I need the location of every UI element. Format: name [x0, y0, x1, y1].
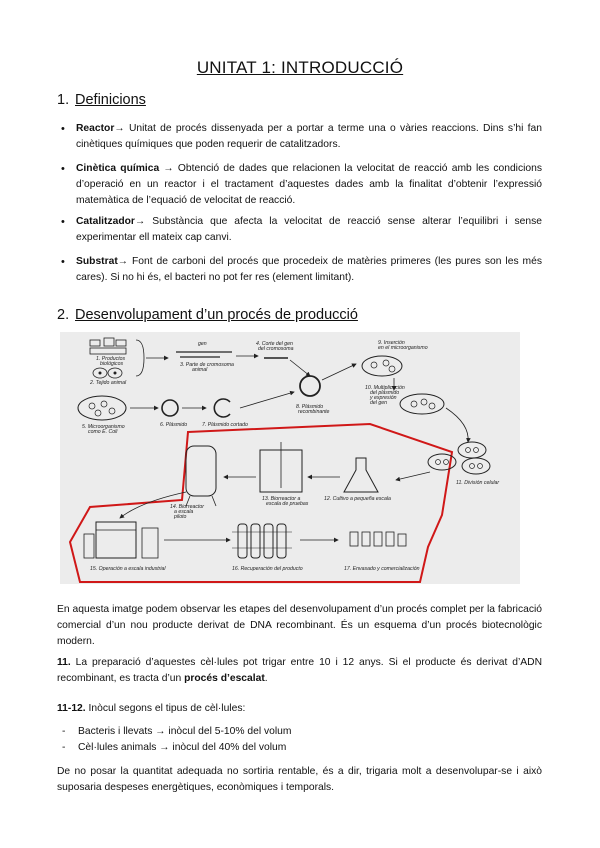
definition-text: → Obtenció de dades que relacionen la velocitat de reacció amb les condicions d’operació en un reactor i el tractament d’aquestes dades amb la finalitat d’obtenir l’expressió matemàtica de l’equació de velocitat de reacció. — [76, 163, 542, 206]
definition-substrat — [61, 254, 542, 286]
label-4b: del cromosoma — [258, 346, 294, 352]
definition-text: → Substància que afecta la velocitat de reacció sense alterar l’equilibri i sense experimentar ell mateix cap canvi. — [76, 216, 542, 243]
label-10b: del plásmido — [370, 390, 400, 396]
label-10: 10. Multiplicación — [365, 385, 405, 391]
paragraph-11-bold: procés d’escalat — [184, 673, 265, 684]
section-2-number: 2. — [57, 307, 70, 323]
label-5b: como E. Coli — [88, 429, 118, 435]
inserted-microorganism-icon — [362, 356, 402, 376]
definition-term: Reactor — [76, 123, 115, 134]
label-14b: a escala — [174, 509, 194, 515]
label-2: 2. Tejido animal — [90, 380, 127, 386]
label-13b: escala de pruebas — [266, 501, 309, 507]
arrow — [240, 392, 294, 408]
bullet-icon: • — [61, 123, 65, 135]
paragraph-11-text: La preparació d’aquestes cèl·lules pot trigar entre 10 i 12 anys. Si el producte és derivat d’ADN recombinant, es tracta d’un — [57, 657, 542, 684]
product-recovery-icon — [232, 524, 292, 558]
label-10c: y expresión — [370, 395, 397, 401]
definition-cinetica — [61, 161, 542, 209]
arrow — [446, 408, 468, 442]
bullet-icon: • — [61, 216, 65, 228]
label-8: 8. Plásmido — [296, 404, 324, 410]
label-8b: recombinante — [298, 409, 330, 415]
plasmid-icon — [162, 400, 178, 416]
paragraph-11-end: . — [264, 673, 268, 684]
label-7: 7. Plásmido cortado — [202, 422, 248, 428]
cut-plasmid-icon — [214, 399, 230, 417]
label-14: 14. Biorreactor — [170, 504, 205, 510]
paragraph-11 — [57, 655, 542, 687]
definition-text: → Font de carboni del procés que procedeix de matèries primeres (les pures son les més cares). Si no hi és, el bacteri no pot fer res (element limitant). — [76, 256, 542, 283]
paragraph-11-number: 11. — [57, 657, 71, 668]
label-6: 6. Plásmido — [160, 422, 188, 428]
arrow — [322, 364, 356, 380]
list-item — [62, 724, 291, 740]
microorganism-icon — [78, 396, 126, 420]
label-4: 4. Corte del gen — [256, 341, 293, 347]
label-16: 16. Recuperación del producto — [232, 566, 303, 572]
label-17: 17. Envasado y comercialización — [344, 566, 420, 572]
label-1b: biológicos — [100, 361, 124, 367]
definition-reactor — [61, 121, 542, 153]
definition-term: Cinètica química — [76, 163, 160, 174]
label-11: 11. División celular — [456, 480, 500, 486]
label-15: 15. Operación a escala industrial — [90, 566, 166, 572]
paragraph-11-12 — [57, 701, 542, 717]
animal-tissue-icon — [93, 368, 122, 378]
section-1-title: Definicions — [75, 92, 146, 108]
definition-term: Substrat — [76, 256, 118, 267]
label-10d: del gen — [370, 400, 388, 406]
packaging-icon — [350, 532, 406, 546]
label-3b: animal — [192, 367, 208, 373]
bracket — [136, 340, 144, 376]
industrial-plant-icon — [84, 522, 158, 558]
paragraph-11-12-number: 11-12. — [57, 703, 86, 714]
bullet-icon: • — [61, 256, 65, 268]
list-item — [62, 740, 286, 756]
process-diagram — [60, 332, 520, 584]
label-5: 5. Microorganismo — [82, 424, 125, 430]
arrow — [290, 360, 310, 376]
label-12: 12. Cultivo a pequeña escala — [324, 496, 391, 502]
multiplication-icon — [400, 394, 444, 414]
definition-text: → Unitat de procés dissenyada per a portar a terme una o vàries reaccions. Dins s’hi fan cinètiques químiques que poden requerir de catalitzadors. — [76, 123, 542, 150]
label-9: 9. Inserción — [378, 340, 405, 346]
process-diagram-svg — [60, 332, 520, 584]
recombinant-plasmid-icon — [300, 376, 320, 396]
section-1-number: 1. — [57, 92, 70, 108]
arrow — [396, 472, 430, 480]
dash-marker: - — [62, 742, 66, 753]
label-9b: en el microorganismo — [378, 345, 428, 351]
paragraph-11-12-text: Inòcul segons el tipus de cèl·lules: — [85, 703, 246, 714]
label-1: 1. Productos — [96, 356, 126, 362]
intro-paragraph: En aquesta imatge podem observar les etapes del desenvolupament d’un procés complet per la fabricació comercial d’un nou producte derivat de DNA recombinant. És un esquema d’un procés biotecnològic modern. — [57, 604, 542, 647]
flask-icon — [344, 458, 378, 492]
page-title: UNITAT 1: INTRODUCCIÓ — [196, 58, 404, 77]
pilot-bioreactor-icon — [186, 446, 216, 506]
section-2-title: Desenvolupament d’un procés de producció — [75, 307, 358, 323]
list-item-text: Bacteris i llevats → inòcul del 5-10% del volum — [78, 726, 292, 737]
label-gen: gen — [198, 341, 207, 347]
closing-paragraph: De no posar la quantitat adequada no sortiria rentable, és a dir, trigaria molt a desenvolupar-se i això suposaria despeses energètiques, econòmiques i temporals. — [57, 766, 542, 793]
definition-term: Catalitzador — [76, 216, 135, 227]
dash-marker: - — [62, 726, 66, 737]
label-14c: piloto — [174, 514, 187, 520]
products-icon — [90, 338, 126, 354]
section-1-heading — [57, 92, 146, 108]
definition-catalitzador — [61, 214, 542, 246]
label-13: 13. Biorreactor a — [262, 496, 301, 502]
label-3: 3. Parte de cromosoma — [180, 362, 234, 368]
list-item-text: Cèl·lules animals → inòcul del 40% del volum — [78, 742, 287, 753]
section-2-heading — [57, 307, 358, 323]
bullet-icon: • — [61, 163, 65, 175]
